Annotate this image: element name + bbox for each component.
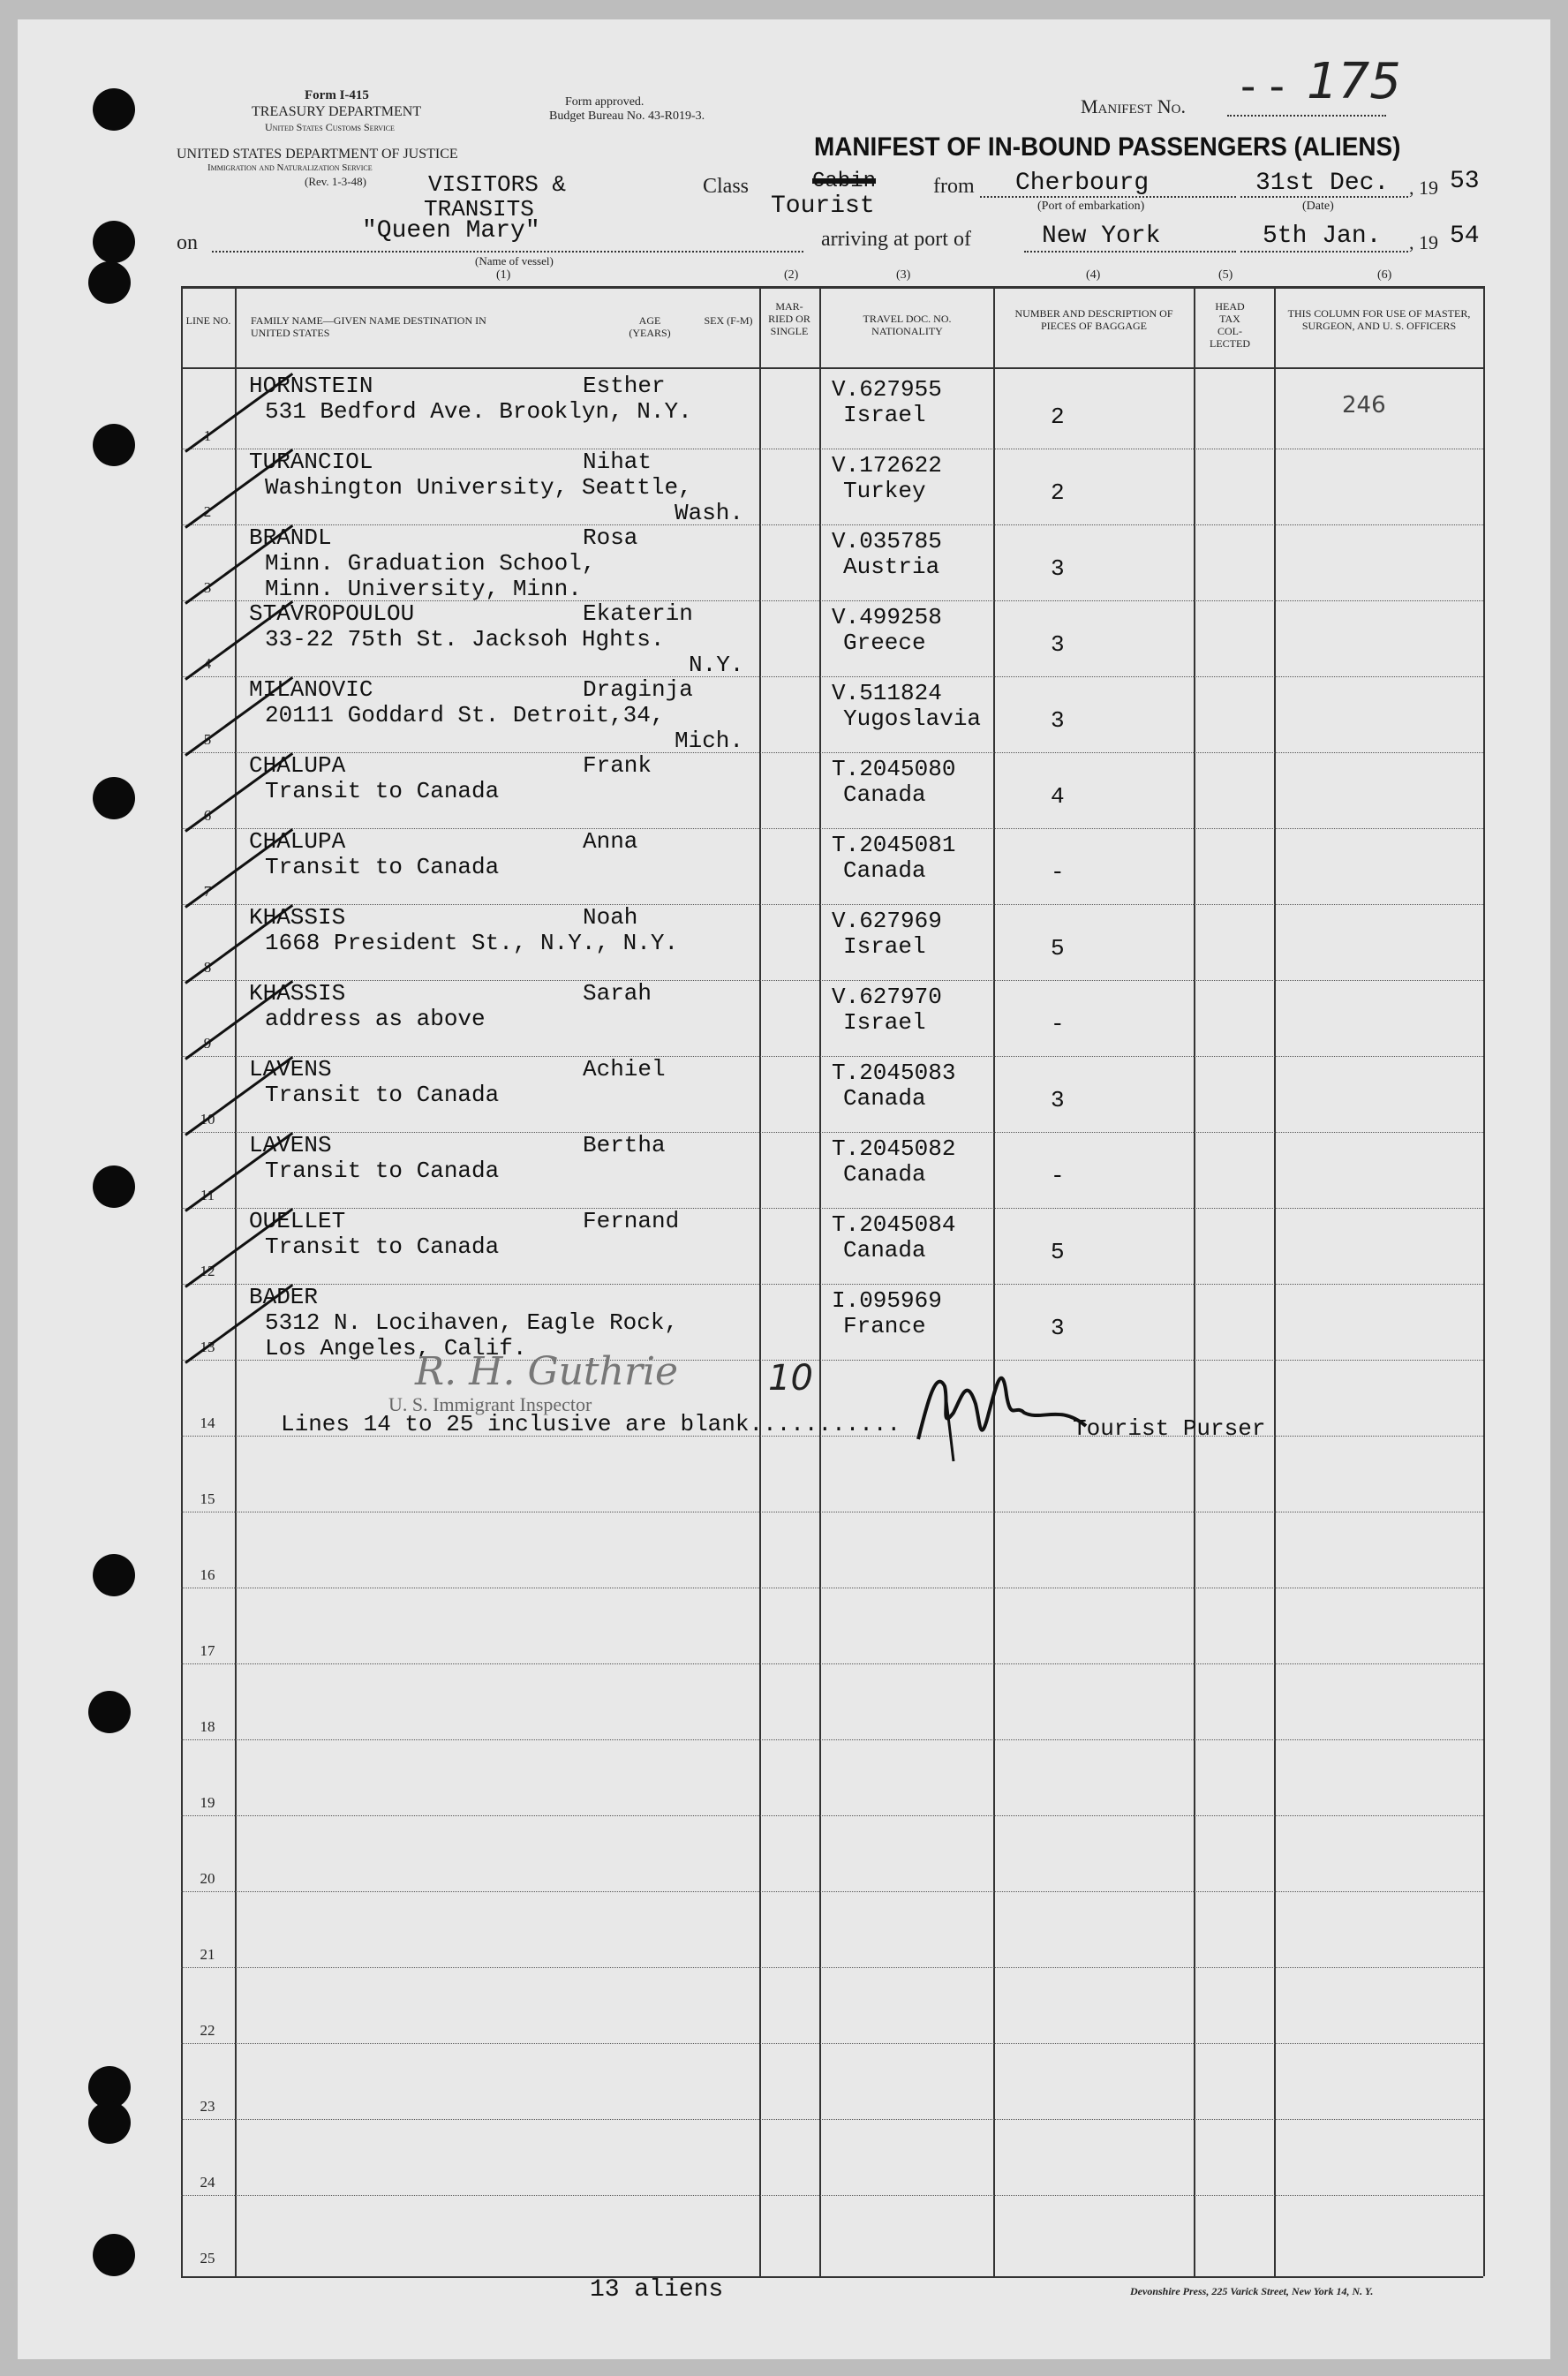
baggage-count: - [1051, 1163, 1065, 1189]
row-separator [181, 1056, 1483, 1057]
binder-hole [93, 1554, 135, 1596]
arrival-year-prefix: , 19 [1409, 231, 1438, 253]
travel-doc-number: V.035785 [832, 528, 942, 554]
nationality: Turkey [843, 478, 926, 504]
budget-bureau: Budget Bureau No. 43-R019-3. [549, 109, 705, 123]
row-separator [181, 676, 1483, 677]
family-name: KHASSIS [249, 904, 346, 931]
nationality: Canada [843, 781, 926, 808]
inspector-title: U. S. Immigrant Inspector [388, 1393, 592, 1415]
destination-continued: Mich. [675, 728, 744, 754]
family-name: MILANOVIC [249, 676, 373, 703]
travel-doc-number: V.627969 [832, 908, 942, 934]
purser-label: Tourist Purser [1073, 1415, 1266, 1442]
binder-hole [88, 1691, 131, 1733]
row-separator [181, 828, 1483, 829]
binder-hole [88, 261, 131, 304]
vessel-caption: (Name of vessel) [475, 254, 554, 268]
arrival-port: New York [1042, 223, 1161, 250]
line-number: 17 [200, 1642, 215, 1659]
line-number: 13 [200, 1339, 215, 1355]
line-number: 23 [200, 2098, 215, 2115]
travel-doc-number: V.627955 [832, 376, 942, 403]
destination-continued: N.Y. [689, 652, 744, 678]
row-separator [181, 980, 1483, 981]
travel-doc-number: V.172622 [832, 452, 942, 479]
line-number: 24 [200, 2174, 215, 2191]
destination: 20111 Goddard St. Detroit,34, [265, 702, 665, 728]
binder-hole [93, 777, 135, 819]
given-name: Frank [583, 752, 652, 779]
given-name: Draginja [583, 676, 693, 703]
travel-doc-number: T.2045083 [832, 1060, 956, 1086]
row-separator [181, 1815, 1483, 1816]
destination: 1668 President St., N.Y., N.Y. [265, 930, 679, 956]
baggage-count: 3 [1051, 707, 1065, 734]
row-separator [181, 752, 1483, 753]
nationality: France [843, 1313, 926, 1339]
travel-doc-number: V.627970 [832, 984, 942, 1010]
header-officers: THIS COLUMN FOR USE OF MASTER, SURGEON, AND U. S. OFFICERS [1287, 307, 1471, 332]
header-baggage: NUMBER AND DESCRIPTION OF PIECES OF BAGGAGE [1014, 307, 1173, 332]
transits-label: TRANSITS [424, 196, 534, 223]
given-name: Anna [583, 828, 638, 855]
baggage-count: 2 [1051, 404, 1065, 430]
printer-imprint: Devonshire Press, 225 Varick Street, New York 14, N. Y. [1130, 2285, 1374, 2297]
header-married: MAR-RIED OR SINGLE [768, 300, 810, 337]
destination: Transit to Canada [265, 778, 500, 804]
form-approval: Form approved. [565, 95, 645, 109]
family-name: BADER [249, 1284, 319, 1310]
baggage-count: 3 [1051, 631, 1065, 658]
stamp-time: 10 [768, 1358, 813, 1399]
line-number: 1 [203, 427, 212, 444]
given-name: Achiel [583, 1056, 666, 1082]
manifest-page [18, 19, 1550, 2359]
travel-doc-number: V.511824 [832, 680, 942, 706]
family-name: CHALUPA [249, 752, 346, 779]
destination: Transit to Canada [265, 1082, 500, 1108]
form-revision: (Rev. 1-3-48) [305, 175, 366, 188]
total-aliens: 13 aliens [590, 2276, 724, 2304]
col-number: (2) [784, 268, 799, 282]
binder-hole [93, 221, 135, 263]
baggage-count: - [1051, 859, 1065, 886]
officer-note: 246 [1342, 392, 1386, 419]
destination: 33-22 75th St. Jacksoh Hghts. [265, 626, 665, 652]
given-name: Noah [583, 904, 638, 931]
line-number: 2 [203, 503, 212, 520]
travel-doc-number: T.2045081 [832, 832, 956, 858]
destination: Minn. Graduation School, [265, 550, 596, 577]
departure-date: 31st Dec. [1255, 170, 1390, 197]
line-number: 6 [203, 807, 212, 824]
line-number: 22 [200, 2022, 215, 2039]
binder-hole [93, 424, 135, 466]
header-sex: SEX (F-M) [704, 314, 753, 327]
date-caption: (Date) [1302, 200, 1334, 213]
nationality: Canada [843, 1161, 926, 1188]
col-number: (3) [896, 268, 911, 282]
from-port: Cherbourg [1015, 170, 1150, 197]
manifest-no-label: Manifest No. [1081, 95, 1186, 117]
baggage-count: - [1051, 1011, 1065, 1037]
immigration-service: Immigration and Naturalization Service [207, 162, 373, 173]
line-number: 16 [200, 1566, 215, 1583]
form-number: Form I-415 [305, 88, 369, 102]
line-number: 7 [203, 883, 212, 900]
blank-lines-note: Lines 14 to 25 inclusive are blank........... [281, 1411, 901, 1437]
col-number: (1) [496, 268, 511, 282]
row-separator [181, 1132, 1483, 1133]
line-number: 5 [203, 731, 212, 748]
family-name: LAVENS [249, 1132, 332, 1158]
line-number: 20 [200, 1870, 215, 1887]
line-number: 18 [200, 1718, 215, 1735]
row-separator [181, 2195, 1483, 2196]
family-name: KHASSIS [249, 980, 346, 1007]
arrival-date: 5th Jan. [1263, 223, 1382, 250]
baggage-count: 3 [1051, 555, 1065, 582]
arrival-year: 54 [1450, 223, 1480, 250]
col-number: (5) [1218, 268, 1233, 282]
binder-hole [93, 1165, 135, 1208]
header-head-tax: HEAD TAX COL-LECTED [1210, 300, 1250, 350]
destination: address as above [265, 1006, 486, 1032]
given-name: Bertha [583, 1132, 666, 1158]
nationality: Israel [843, 1009, 926, 1036]
nationality: Greece [843, 630, 926, 656]
family-name: LAVENS [249, 1056, 332, 1082]
manifest-dash-mark: - - [1240, 62, 1285, 111]
nationality: Israel [843, 933, 926, 960]
row-separator [181, 2043, 1483, 2044]
from-label: from [933, 175, 975, 198]
header-age: AGE (YEARS) [629, 314, 671, 339]
binder-hole [93, 2234, 135, 2276]
line-number: 9 [203, 1035, 212, 1052]
given-name: Esther [583, 373, 666, 399]
line-number: 11 [200, 1187, 215, 1203]
line-number: 21 [200, 1946, 215, 1963]
baggage-count: 3 [1051, 1087, 1065, 1113]
travel-doc-number: V.499258 [832, 604, 942, 630]
family-name: CHALUPA [249, 828, 346, 855]
baggage-count: 5 [1051, 1239, 1065, 1265]
destination: 531 Bedford Ave. Brooklyn, N.Y. [265, 398, 692, 425]
family-name: BRANDL [249, 524, 332, 551]
header-travel-doc: TRAVEL DOC. NO. NATIONALITY [863, 313, 952, 337]
baggage-count: 4 [1051, 783, 1065, 810]
nationality: Canada [843, 1237, 926, 1263]
travel-doc-number: T.2045080 [832, 756, 956, 782]
manifest-number: 175 [1307, 53, 1401, 110]
line-number: 10 [200, 1111, 215, 1128]
binder-hole [93, 88, 135, 131]
row-separator [181, 1208, 1483, 1209]
manifest-title: MANIFEST OF IN-BOUND PASSENGERS (ALIENS) [814, 132, 1401, 162]
baggage-count: 5 [1051, 935, 1065, 962]
on-label: on [177, 231, 198, 254]
treasury-dept: TREASURY DEPARTMENT [252, 104, 422, 119]
line-number: 15 [200, 1490, 215, 1507]
destination: Transit to Canada [265, 1233, 500, 1260]
given-name: Fernand [583, 1208, 680, 1234]
destination: 5312 N. Locihaven, Eagle Rock, [265, 1309, 679, 1336]
nationality: Israel [843, 402, 926, 428]
given-name: Nihat [583, 449, 652, 475]
inspector-signature: R. H. Guthrie [415, 1349, 679, 1394]
line-number: 19 [200, 1794, 215, 1811]
row-separator [181, 1663, 1483, 1664]
departure-year: 53 [1450, 168, 1480, 195]
arriving-label: arriving at port of [821, 228, 971, 251]
line-number: 4 [203, 655, 212, 672]
row-separator [181, 904, 1483, 905]
nationality: Canada [843, 857, 926, 884]
destination: Transit to Canada [265, 1158, 500, 1184]
class-label: Class [703, 175, 750, 198]
given-name: Ekaterin [583, 600, 693, 627]
family-name: OUELLET [249, 1208, 346, 1234]
port-caption: (Port of embarkation) [1037, 200, 1145, 213]
line-number: 25 [200, 2250, 215, 2267]
line-number: 3 [203, 579, 212, 596]
justice-dept: UNITED STATES DEPARTMENT OF JUSTICE [177, 147, 458, 162]
row-separator [181, 1891, 1483, 1892]
travel-doc-number: T.2045084 [832, 1211, 956, 1238]
travel-doc-number: T.2045082 [832, 1135, 956, 1162]
destination: Washington University, Seattle, [265, 474, 692, 501]
destination: Transit to Canada [265, 854, 500, 880]
baggage-count: 2 [1051, 479, 1065, 506]
given-name: Sarah [583, 980, 652, 1007]
baggage-count: 3 [1051, 1315, 1065, 1341]
destination-continued: Minn. University, Minn. [265, 576, 582, 602]
visitors-label: VISITORS & [428, 171, 567, 198]
family-name: TURANCIOL [249, 449, 373, 475]
row-separator [181, 524, 1483, 525]
line-number: 8 [203, 959, 212, 976]
class-value: Tourist [771, 192, 875, 220]
class-struck: Cabin [812, 170, 877, 193]
row-separator [181, 2119, 1483, 2120]
departure-year-prefix: , 19 [1409, 177, 1438, 199]
row-separator [181, 1967, 1483, 1968]
family-name: STAVROPOULOU [249, 600, 415, 627]
family-name: HORNSTEIN [249, 373, 373, 399]
destination-continued: Wash. [675, 500, 744, 526]
customs-service: United States Customs Service [265, 121, 395, 133]
row-separator [181, 1739, 1483, 1740]
nationality: Austria [843, 554, 940, 580]
destination-continued: Los Angeles, Calif. [265, 1335, 527, 1361]
col-number: (6) [1377, 268, 1392, 282]
col-number: (4) [1086, 268, 1101, 282]
header-name: FAMILY NAME—GIVEN NAME DESTINATION IN UNITED STATES [251, 314, 486, 339]
header-line-no: LINE NO. [185, 314, 231, 327]
line-number: 14 [200, 1414, 215, 1431]
nationality: Canada [843, 1085, 926, 1112]
given-name: Rosa [583, 524, 638, 551]
nationality: Yugoslavia [843, 705, 982, 732]
binder-hole [88, 2101, 131, 2144]
vessel-name: "Queen Mary" [362, 217, 540, 245]
travel-doc-number: I.095969 [832, 1287, 942, 1314]
row-separator [181, 1284, 1483, 1285]
purser-signature [892, 1351, 1095, 1466]
line-number: 12 [200, 1263, 215, 1279]
